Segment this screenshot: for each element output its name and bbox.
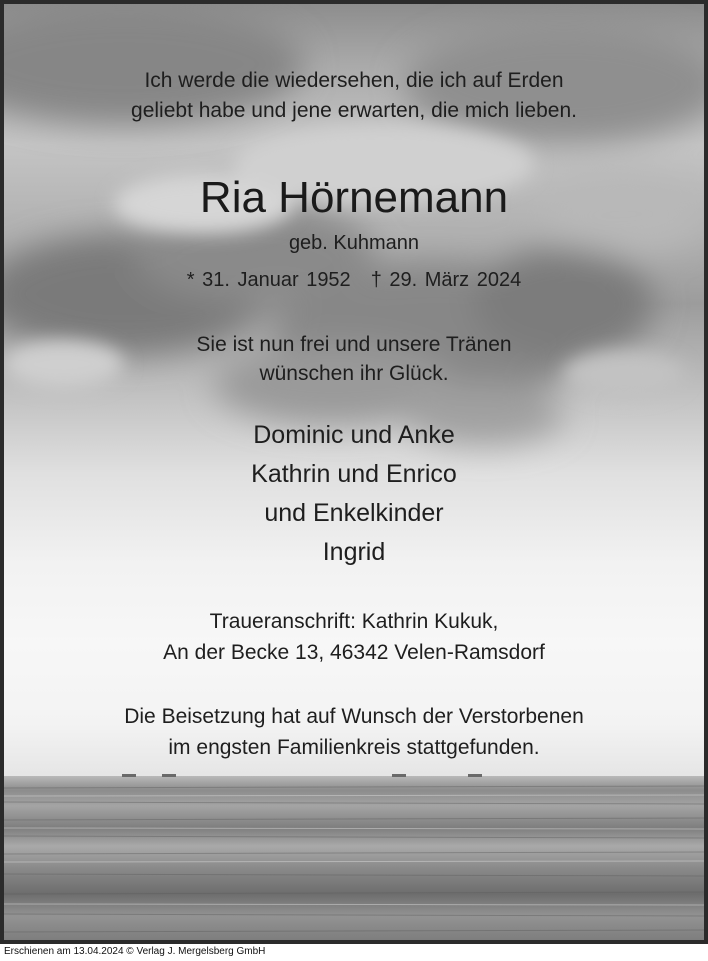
mourner-entry: Kathrin und Enrico	[251, 460, 457, 488]
sea-waves	[4, 776, 704, 944]
birth-date: * 31. Januar 1952	[186, 269, 351, 291]
maiden-name: geb. Kuhmann	[288, 232, 420, 254]
boat-silhouette	[468, 774, 482, 777]
publication-footer: Erschienen am 13.04.2024 © Verlag J. Mergelsberg GmbH	[4, 946, 266, 957]
mourner-entry: und Enkelkinder	[264, 499, 444, 527]
burial-note	[4, 701, 704, 763]
death-date: † 29. März 2024	[370, 269, 522, 291]
verse-line: wünschen ihr Glück.	[259, 362, 449, 385]
mourning-address	[4, 606, 704, 668]
life-dates	[4, 266, 704, 294]
mourner-entry: Ingrid	[322, 538, 386, 566]
mourner-entry: Dominic und Anke	[253, 421, 455, 449]
burial-line: Die Beisetzung hat auf Wunsch der Verstorbenen	[124, 705, 584, 728]
address-line: An der Becke 13, 46342 Velen-Ramsdorf	[163, 641, 545, 664]
boat-silhouette	[392, 774, 406, 777]
sea-horizon	[4, 776, 704, 944]
boat-silhouette	[122, 774, 136, 777]
quote-line: Ich werde die wiedersehen, die ich auf Erden	[144, 69, 564, 92]
deceased-name: Ria Hörnemann	[199, 173, 509, 222]
boat-silhouette	[162, 774, 176, 777]
burial-line: im engsten Familienkreis stattgefunden.	[168, 736, 540, 759]
mourners-list	[4, 416, 704, 572]
verse-line: Sie ist nun frei und unsere Tränen	[196, 333, 512, 356]
quote-line: geliebt habe und jene erwarten, die mich lieben.	[131, 99, 577, 122]
memorial-verse	[4, 330, 704, 388]
memorial-quote	[4, 66, 704, 126]
address-line: Traueranschrift: Kathrin Kukuk,	[209, 610, 499, 633]
